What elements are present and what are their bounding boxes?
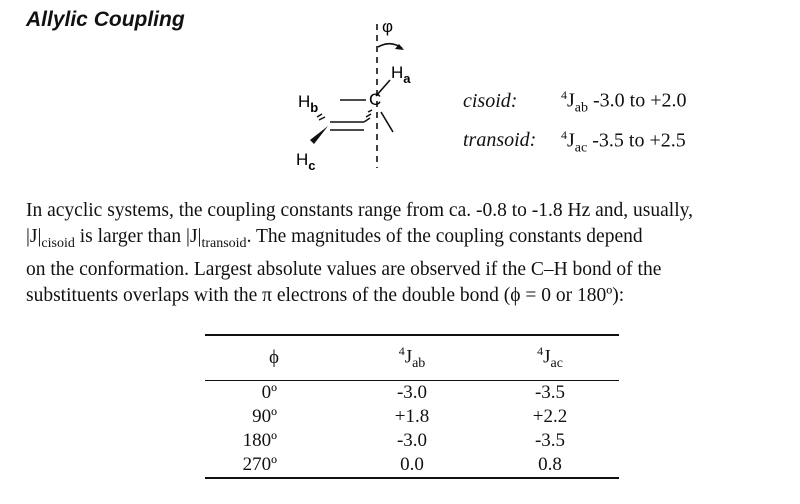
cisoid-label: cisoid: bbox=[463, 89, 518, 112]
para-line-2: $|J|_{cisoid}$ is larger than $|J|_{transoid}$. The magnitudes of the coupling constants depend bbox=[26, 226, 643, 251]
cisoid-row bbox=[463, 82, 687, 122]
coupling-ranges bbox=[463, 82, 687, 161]
cell-phi: 270º bbox=[242, 454, 277, 475]
transoid-label: transoid: bbox=[463, 129, 537, 152]
cell-jab: -3.0 bbox=[396, 382, 428, 403]
para-line-4: substituents overlaps with the π electrons of the double bond (ϕ = 0 or 180º): bbox=[26, 284, 625, 306]
phi-symbol: φ bbox=[382, 20, 394, 36]
solid-wedge-hc bbox=[310, 126, 328, 144]
para-line-1: In acyclic systems, the coupling constants range from ca. -0.8 to -1.8 Hz and, usually, bbox=[26, 200, 693, 221]
header-jac: $^4J_{ac}$ bbox=[537, 343, 563, 372]
table-header-row bbox=[205, 335, 619, 381]
ha-label: $H_a$ bbox=[391, 63, 411, 86]
cell-phi: 0º bbox=[261, 382, 277, 403]
hashed-bond-c bbox=[364, 110, 372, 122]
para-line-3: on the conformation. Largest absolute values are observed if the C–H bond of the bbox=[26, 258, 662, 280]
hc-label: $H_c$ bbox=[296, 150, 316, 170]
allylic-structure-diagram bbox=[280, 20, 440, 170]
superscript: 4 bbox=[561, 88, 567, 102]
cell-phi: 90º bbox=[252, 406, 277, 427]
cell-jab: -3.0 bbox=[396, 430, 428, 451]
subscript: ac bbox=[574, 140, 588, 156]
superscript: 4 bbox=[561, 127, 567, 142]
cell-jac: -3.5 bbox=[534, 382, 566, 403]
page-title: Allylic Coupling bbox=[26, 8, 185, 31]
cell-jab: 0.0 bbox=[400, 454, 424, 475]
table-row bbox=[205, 453, 619, 478]
coupling-table bbox=[205, 334, 619, 479]
cisoid-range: -3.0 to +2.0 bbox=[588, 89, 687, 112]
table-row bbox=[205, 381, 619, 406]
header-phi: ϕ bbox=[268, 347, 279, 368]
cell-jac: -3.5 bbox=[534, 430, 566, 451]
transoid-range: -3.5 to +2.5 bbox=[587, 129, 686, 152]
hb-label: $H_b$ bbox=[298, 92, 319, 115]
bond-c-right bbox=[381, 112, 393, 132]
table-row bbox=[205, 405, 619, 429]
transoid-row bbox=[463, 122, 687, 162]
body-paragraph bbox=[26, 198, 776, 309]
j-symbol: J bbox=[567, 89, 575, 112]
header-jab: $^4J_{ab}$ bbox=[398, 343, 426, 372]
subscript: ab bbox=[574, 100, 589, 116]
carbon-label: C bbox=[369, 90, 382, 109]
cell-jab: +1.8 bbox=[394, 406, 430, 427]
cell-jac: 0.8 bbox=[538, 454, 562, 475]
cell-phi: 180º bbox=[242, 430, 277, 451]
table-row bbox=[205, 429, 619, 453]
cell-jac: +2.2 bbox=[532, 406, 568, 427]
j-symbol: J bbox=[567, 129, 575, 152]
